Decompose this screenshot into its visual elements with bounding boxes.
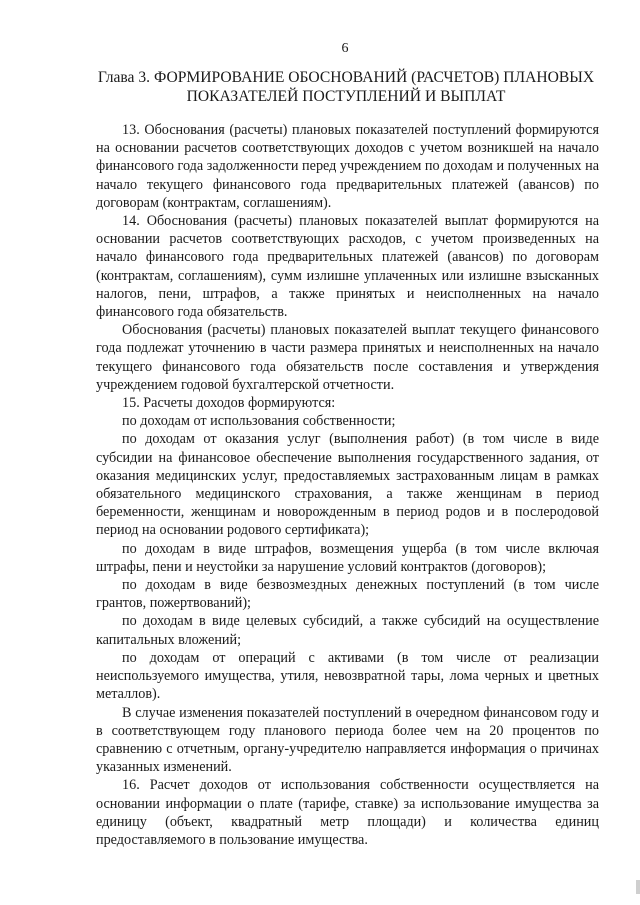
paragraph-15: 15. Расчеты доходов формируются: — [122, 395, 336, 412]
list-item-services-income: по доходам от оказания услуг (выполнения работ) (в том числе в виде субсидии на финансовое обеспечение выполнения государственного задания, от оказания медицинских услуг, предоставляемых застрахованным лицам в рамках обязательного медицинского страхования, а также женщинам в период беременности, женщинам и новорожденным в период родов и в послеродовой период на основании родового сертификата); — [96, 431, 599, 539]
list-item-property-income: по доходам от использования собственности; — [122, 413, 396, 430]
scan-edge-mark — [636, 880, 640, 894]
paragraph-16: 16. Расчет доходов от использования собственности осуществляется на основании информации о плате (тарифе, ставке) за использование имущества за единицу (объект, квадратный метр площади) и количества единиц предоставляемого в пользование имущества. — [96, 777, 599, 848]
paragraph-14-continuation: Обоснования (расчеты) плановых показателей выплат текущего финансового года подлежат уточнению в части размера принятых и неисполненных на начало текущего финансового года обязательств после составления и утверждения учреждением годовой бухгалтерской отчетности. — [96, 322, 599, 393]
list-item-grants-income: по доходам в виде безвозмездных денежных поступлений (в том числе грантов, пожертвований); — [96, 577, 599, 612]
paragraph-13: 13. Обоснования (расчеты) плановых показателей поступлений формируются на основании расчетов соответствующих доходов с учетом возникшей на начало финансового года задолженности перед учреждением по доходам и полученных на начало текущего финансового года предварительных платежей (авансов) по договорам (контрактам, соглашениям). — [96, 122, 599, 211]
page-number: 6 — [341, 41, 349, 56]
chapter-title-line-2: ПОКАЗАТЕЛЕЙ ПОСТУПЛЕНИЙ И ВЫПЛАТ — [186, 88, 506, 105]
chapter-title-line-1: Глава 3. ФОРМИРОВАНИЕ ОБОСНОВАНИЙ (РАСЧЕТОВ) ПЛАНОВЫХ — [97, 69, 595, 86]
body-text — [96, 121, 599, 849]
paragraph-change-notice: В случае изменения показателей поступлений в очередном финансовом году и в соответствующем году планового периода более чем на 20 процентов по сравнению с отчетным, органу-учредителю направляется информация о причинах указанных изменений. — [96, 704, 599, 776]
list-item-fines-income: по доходам в виде штрафов, возмещения ущерба (в том числе включая штрафы, пени и неустойки за нарушение условий контрактов (договоров); — [96, 540, 599, 575]
list-item-subsidies-income: по доходам в виде целевых субсидий, а также субсидий на осуществление капитальных вложений; — [96, 613, 599, 648]
chapter-title — [96, 68, 596, 106]
paragraph-14: 14. Обоснования (расчеты) плановых показателей выплат формируются на основании расчетов соответствующих расходов, с учетом произведенных на начало финансового года предварительных платежей (авансов) по договорам (контрактам, соглашениям), сумм излишне уплаченных или излишне взысканных налогов, пени, штрафов, а также принятых и неисполненных на начало финансового года обязательств. — [96, 213, 599, 321]
list-item-asset-operations-income: по доходам от операций с активами (в том числе от реализации неиспользуемого имущества, утиля, невозвратной тары, лома черных и цветных металлов). — [96, 649, 599, 703]
